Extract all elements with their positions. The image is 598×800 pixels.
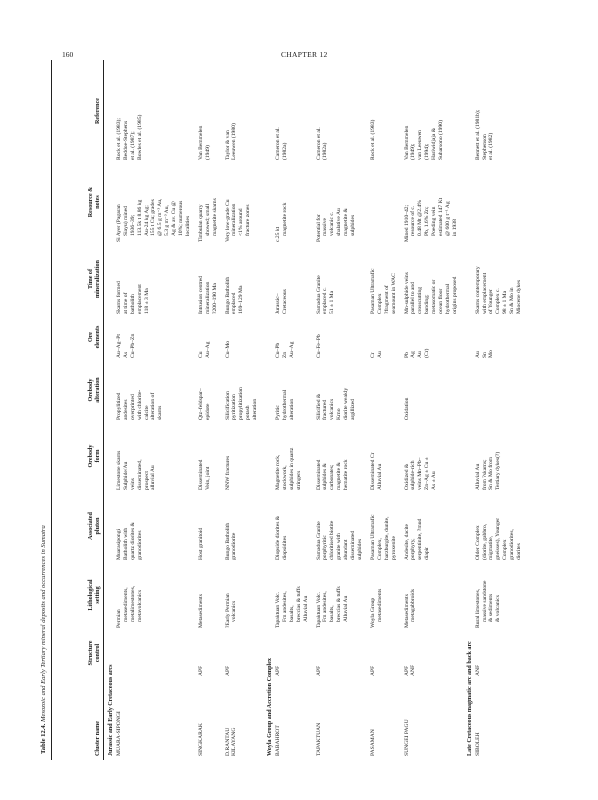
table-cell: Rock et al. (1983) <box>369 119 376 160</box>
table-cell: Bungo Batholith emplaced 169–129 Ma <box>224 276 245 314</box>
section-heading: Woyla Group and Accretion Complex <box>267 658 274 756</box>
table-cell: Diopside diorites & diopsidites <box>275 515 288 560</box>
table-cell: Cr Au <box>369 351 383 358</box>
table-cell: Oxidized & sulphide-rich veins Mn–Pb– Zn–Ag ± Cu ± As ± Au <box>403 457 437 490</box>
table-cell: Pyritic hydrothermal alteration <box>275 389 295 420</box>
table-cell: Van Bemmelen (1949) <box>197 125 211 160</box>
chapter-label: CHAPTER 12 <box>281 50 328 59</box>
table-cell: Metasediments metagabbroids <box>403 589 417 628</box>
table-cell: Permian metasediments, metalimestones, metavolcanics <box>116 585 143 628</box>
table-cell: Tapaktuan Volc. Fm andesites, basalts, breccias & tuffs Alluvial Au <box>315 586 350 628</box>
reference-header: Reference <box>95 98 101 124</box>
table-cell: Qtz–feldspar– epidote <box>197 388 211 420</box>
table-cell: Potential for massive volcanic c. shalative Au magnetite & sulphides <box>315 208 356 242</box>
table-cell: Host granitoid <box>197 527 204 560</box>
table-cell: Cu–Mo <box>224 340 231 358</box>
table-cell: APF <box>224 665 231 676</box>
orebody-form-header: Orebody form <box>88 444 101 468</box>
lithological-setting-header: Lithological setting <box>88 579 101 611</box>
table-cell: Older Complex (diorite, gabbro, migmatite, gneisses), Younger Complex granodiorites, diorites <box>474 517 522 560</box>
header-rule <box>103 60 104 760</box>
table-cell: Skarns formed at time of batholith emplacement 118 ± 3 Ma <box>116 281 150 314</box>
table-cell: D.RANTAU KILAYANG <box>224 727 238 756</box>
section-heading: Jurassic and Early Cretaceous arcs <box>108 664 114 756</box>
table-cell: Samadua Granite emplaced c. 51 ± 1 Ma <box>315 275 336 314</box>
table-cell: TAPAKTUAN <box>315 722 322 756</box>
table-cell: APF <box>275 665 282 676</box>
table-cell: Very low-grade Cu mineralization <1% around fracture zones <box>224 199 252 242</box>
table-cell: Silicification pyritization propylitization potash alteration <box>224 387 259 420</box>
table-cell: Skarns contemporary with emplacement of Younger Complex c. 98 ± 1 Ma Sn & Mo in Miocene dykes <box>474 266 522 314</box>
table-cell: Si Ayer (Pagaran Siayu) mined 1936–39; 113.5k t 8.86 kg Au-24 kg Ag; 155 t Cu; grades @ 6.5 g m⁻³ Au, 5.3 g m⁻³ Au, Ag & av. Cu @ 10%; numerous localities <box>116 198 191 242</box>
table-cell: Woyla Group metasediments <box>369 588 383 628</box>
page-number: 160 <box>62 50 74 59</box>
table-cell: SINGKARAK <box>197 723 204 756</box>
table-caption <box>40 525 47 754</box>
table-cell: Au–Ag–Pt As Cu–Pb–Zn <box>116 333 136 358</box>
table-cell: Metasediments <box>197 594 204 628</box>
orebody-alteration-header: Orebody alteration <box>88 377 101 403</box>
ore-elements-header: Ore elements <box>88 325 101 349</box>
table-cell: Timbulan quarry showed; small magnetite skarns <box>197 198 218 242</box>
table-cell: APF <box>197 665 204 676</box>
table-cell: c.25 kt magnetite rock <box>275 202 288 242</box>
table-cell: Bungo Batholith granodiorite <box>224 522 238 560</box>
table-cell: APF <box>315 665 322 676</box>
table-cell: Rural limestones, massive sandstone & sediments & volcanics <box>474 580 502 628</box>
table-cell: Pasaman Ultramafic Complex, harzburgite, dunite, pyroxenite <box>369 514 397 560</box>
table-cell: Cu–Fe–Pb <box>315 334 322 358</box>
table-cell: ?Early Permian volcanics <box>224 593 238 628</box>
table-cell: Cu Au–Ag <box>197 341 211 358</box>
table-cell: MUARA-SIPONGI <box>116 711 122 756</box>
table-cell: Disseminated Cr Alluvial Au <box>369 452 383 490</box>
table-cell: Propylitized andesites overprinted with chlorite- calcite alteration of skarns <box>116 389 164 420</box>
table-cell: PASAMAN <box>369 729 376 756</box>
time-of-mineralization-header: Time of mineralization <box>88 260 101 298</box>
table-cell: Tapaktuan Volc. Fm andesites, basalts, breccias & tuffs Alluvial Au <box>275 586 309 628</box>
table-cell: Cu–Pb Zn Au–Ag <box>275 341 295 358</box>
table-cell: APF ANF <box>403 664 417 676</box>
table-cell: Cameron et al. (1982a) <box>315 127 329 160</box>
table-cell: Au Sn Mo <box>474 350 495 358</box>
table-cell: Disseminated sulphides & carbonates; magnetite & hematite rock <box>315 459 350 490</box>
table-cell: Mined 1910–42; resource of c. 0.48 Mt @2.4% Pb, 1.6% Zn; Poeding vein estimated 147 Kt @ 600 g t⁻¹ Ag in 1938 <box>403 197 458 242</box>
cluster-name-header: Cluster name <box>95 721 101 756</box>
table-cell: Mn-sulphide veins parallel to and crosscutting banding; metasomatic or ocean floor hydrothermal origins proposed <box>403 272 458 314</box>
table-cell: Cameron et al. (1982a) <box>275 127 288 160</box>
table-cell: Intrusion centred mineralization ?200–190 Ma <box>197 275 218 314</box>
table-cell: APF <box>369 665 376 676</box>
associated-pluton-header: Associated pluton <box>88 512 101 540</box>
table-cell: Pb Ag Au (Cr) <box>403 348 431 358</box>
table-caption-text: Mesozoic and Early Tertiary mineral deposits and occurrences in Sumatra <box>40 525 47 722</box>
structure-control-header: Structure control <box>88 640 101 666</box>
table-cell: Alluvial Au from ?skarns; Sn & Mo from Tertiary dykes(?) <box>474 451 502 490</box>
table-cell: Silicified & fractured volcanics Krno diorite weakly argillized <box>315 387 356 420</box>
table-cell: Muarasipongi Batholith with quartz diorites & granodiorites <box>116 522 143 560</box>
table-cell: Bennett et al. (1981b); Stephenson et al. (1982) <box>474 109 495 160</box>
table-cell: Samadua Granite porphyritic chloritised biotite granite with abundant disseminated sulphides <box>315 520 363 560</box>
table-cell: ANF <box>474 664 481 676</box>
table-label: Table 12.4. <box>40 723 47 754</box>
table-cell: Magnetite rock, stockwork, sulphides in quartz stringers <box>275 447 302 490</box>
table-cell: Andesite, dacite porphyry, serpentinite, ?mud diapir <box>403 518 431 560</box>
table-cell: Van Bemmelen (1949); van Leeuwen (1994); Hariwidjaja & Suharsono (1990) <box>403 120 444 160</box>
rotated-table-page <box>40 60 520 760</box>
resource-notes-header: Resource & notes <box>88 186 101 218</box>
table-cell: SUNGEI PAGU <box>403 719 410 756</box>
section-heading: Late Cretaceous magmatic arc and back arc <box>466 641 473 756</box>
table-cell: SIBOLEH <box>474 732 481 756</box>
table-cell: Rock et al. (1983); Beddoe-Stephens et al. (1987); Bowles et al. (1985) <box>116 114 143 160</box>
table-cell: Taylor & van Leeuwen (1980) <box>224 123 238 160</box>
table-cell: Disseminated Vein, joint <box>197 459 211 490</box>
table-cell: Limestone skarns Sulphide/Au veins disseminated, prospect alluvial Au <box>116 450 157 490</box>
table-cell: Jurassic– Cretaceous <box>275 289 288 314</box>
table-header <box>52 60 102 760</box>
table-cell: BABAHROT <box>275 725 282 756</box>
table-cell: Oxidation <box>403 397 410 420</box>
table-cell: NNW fractures <box>224 455 231 490</box>
table-cell: Pasaman Ultramafic Complex ?fragment of seamount in WAC <box>369 268 397 314</box>
